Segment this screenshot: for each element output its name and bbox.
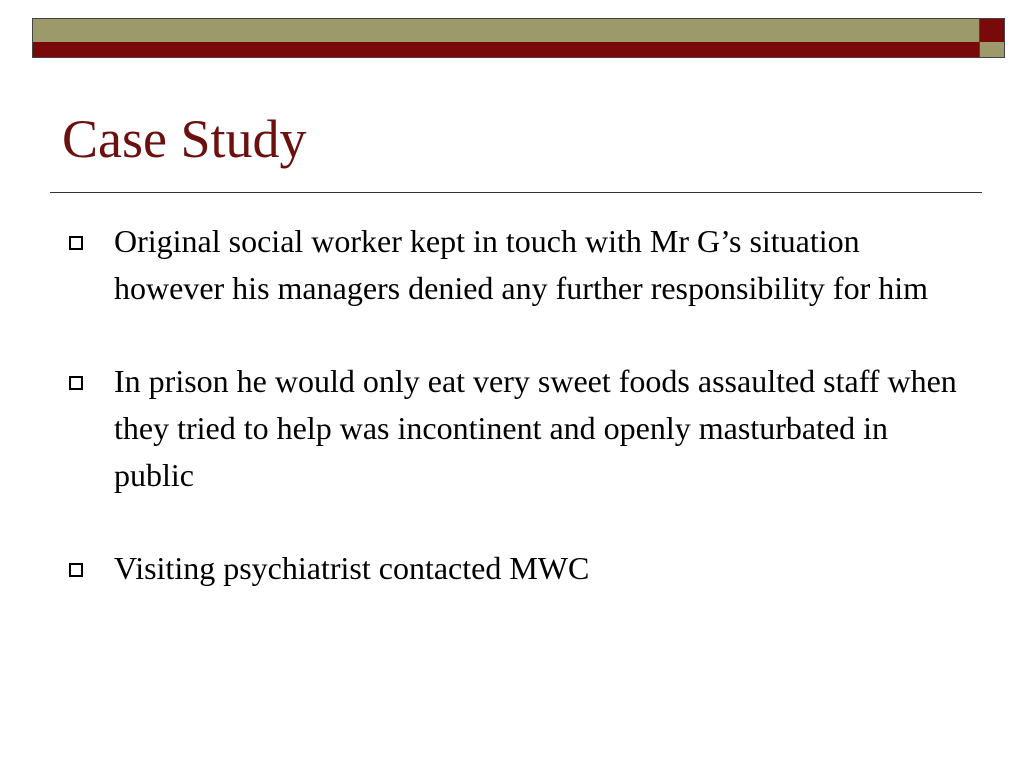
bullet-item xyxy=(66,545,966,592)
bullet-text: Visiting psychiatrist contacted MWC xyxy=(114,550,590,586)
hollow-square-bullet-icon xyxy=(69,376,83,390)
header-decoration-olive-bar xyxy=(32,18,980,44)
bullet-text: In prison he would only eat very sweet foods assaulted staff when they tried to help was incontinent and openly masturbated in public xyxy=(114,363,957,493)
hollow-square-bullet-icon xyxy=(69,236,83,250)
bullet-list xyxy=(66,218,966,638)
bullet-item xyxy=(66,358,966,499)
bullet-text: Original social worker kept in touch with Mr G’s situation however his managers denied any further responsibility for him xyxy=(114,223,928,306)
title-divider xyxy=(50,192,982,193)
bullet-item xyxy=(66,218,966,312)
hollow-square-bullet-icon xyxy=(69,563,83,577)
header-decoration-maroon-bar xyxy=(32,42,980,58)
slide-title: Case Study xyxy=(62,109,307,169)
header-decoration-olive-square xyxy=(979,42,1005,58)
header-decoration-maroon-square xyxy=(979,18,1005,44)
